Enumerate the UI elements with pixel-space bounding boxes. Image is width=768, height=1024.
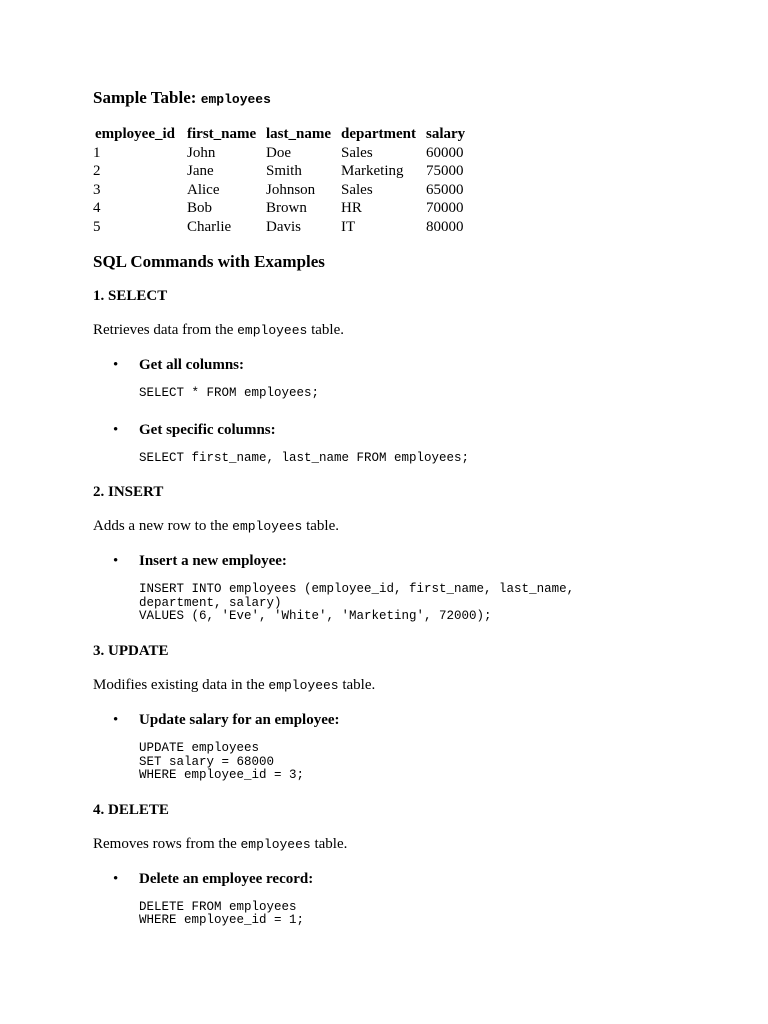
table-cell: 2 — [93, 163, 101, 179]
code-block: SELECT * FROM employees; — [139, 386, 320, 400]
table-cell: 1 — [93, 144, 101, 161]
document-content — [93, 87, 713, 928]
example-label: Get specific columns: — [139, 421, 276, 438]
select-heading: 1. SELECT — [93, 288, 168, 304]
table-cell: Bob — [187, 200, 213, 216]
description-code: employees — [268, 677, 339, 693]
table-cell: Charlie — [187, 218, 232, 235]
table-row — [93, 162, 469, 181]
update-description — [93, 675, 713, 696]
table-cell: 60000 — [426, 144, 464, 161]
table-row — [93, 218, 469, 237]
table-cell: 80000 — [426, 218, 464, 235]
code-block: UPDATE employees SET salary = 68000 WHERE employee_id = 3; — [139, 740, 305, 783]
description-text: table. — [311, 322, 344, 338]
table-cell: John — [187, 144, 216, 161]
table-row — [93, 181, 469, 200]
description-code: employees — [232, 519, 303, 535]
table-cell: Doe — [266, 144, 291, 161]
code-block: DELETE FROM employees WHERE employee_id = 1; — [139, 899, 305, 928]
title-table-name: employees — [200, 92, 271, 107]
table-cell: Marketing — [341, 163, 404, 179]
code-block: SELECT first_name, last_name FROM employees; — [139, 450, 470, 465]
description-code: employees — [240, 836, 311, 852]
table-cell: Alice — [187, 181, 220, 198]
example-label: Insert a new employee: — [139, 553, 287, 570]
bullet-icon: • — [113, 357, 119, 373]
table-row — [93, 199, 469, 218]
delete-examples — [93, 869, 713, 928]
insert-heading: 2. INSERT — [93, 484, 164, 501]
list-item — [93, 420, 713, 466]
description-text: table. — [342, 676, 376, 693]
description-text: table. — [306, 518, 340, 535]
description-text: Modifies existing data in the — [93, 676, 265, 693]
table-cell: 75000 — [426, 163, 464, 179]
table-cell: Sales — [341, 144, 373, 161]
description-text: Retrieves data from the — [93, 322, 234, 338]
column-header: employee_id — [95, 126, 175, 142]
bullet-icon: • — [113, 421, 119, 438]
delete-description — [93, 834, 713, 855]
table-cell: Smith — [266, 163, 302, 179]
insert-description — [93, 516, 713, 537]
table-cell: 3 — [93, 181, 101, 198]
column-header: department — [341, 126, 416, 142]
column-header: last_name — [266, 126, 331, 142]
description-text: Adds a new row to the — [93, 518, 229, 535]
column-header: salary — [426, 126, 466, 142]
example-label: Get all columns: — [139, 357, 244, 373]
list-item — [93, 355, 713, 401]
table-cell: Johnson — [266, 181, 316, 198]
list-item — [93, 710, 713, 783]
bullet-icon: • — [113, 870, 119, 887]
description-code: employees — [237, 323, 308, 338]
update-heading: 3. UPDATE — [93, 642, 169, 659]
title-prefix: Sample Table: — [93, 88, 197, 107]
table-cell: 65000 — [426, 181, 464, 198]
table-cell: Brown — [266, 200, 307, 216]
column-header: first_name — [187, 126, 257, 142]
select-examples — [93, 355, 713, 465]
table-cell: 4 — [93, 200, 101, 216]
table-cell: 70000 — [426, 200, 464, 216]
table-cell: Sales — [341, 181, 373, 198]
table-cell: HR — [341, 200, 362, 216]
description-text: table. — [314, 835, 348, 852]
example-label: Delete an employee record: — [139, 870, 314, 887]
description-text: Removes rows from the — [93, 835, 237, 852]
table-cell: IT — [341, 218, 356, 235]
example-label: Update salary for an employee: — [139, 711, 340, 728]
table-cell: Jane — [187, 163, 214, 179]
table-row — [93, 144, 469, 163]
delete-heading: 4. DELETE — [93, 801, 169, 818]
list-item — [93, 551, 713, 624]
section-title: SQL Commands with Examples — [93, 252, 325, 271]
table-cell: 5 — [93, 218, 101, 235]
employees-table — [93, 125, 469, 236]
list-item — [93, 869, 713, 928]
bullet-icon: • — [113, 711, 119, 728]
page-title — [93, 87, 713, 111]
select-description — [93, 320, 713, 341]
insert-examples — [93, 551, 713, 624]
update-examples — [93, 710, 713, 783]
code-block: INSERT INTO employees (employee_id, first_name, last_name, department, salary) VALUES (6, 'Eve', 'White', 'Marketing', 72000); — [139, 582, 575, 624]
table-header-row — [93, 125, 469, 144]
table-cell: Davis — [266, 218, 301, 235]
bullet-icon: • — [113, 553, 119, 570]
